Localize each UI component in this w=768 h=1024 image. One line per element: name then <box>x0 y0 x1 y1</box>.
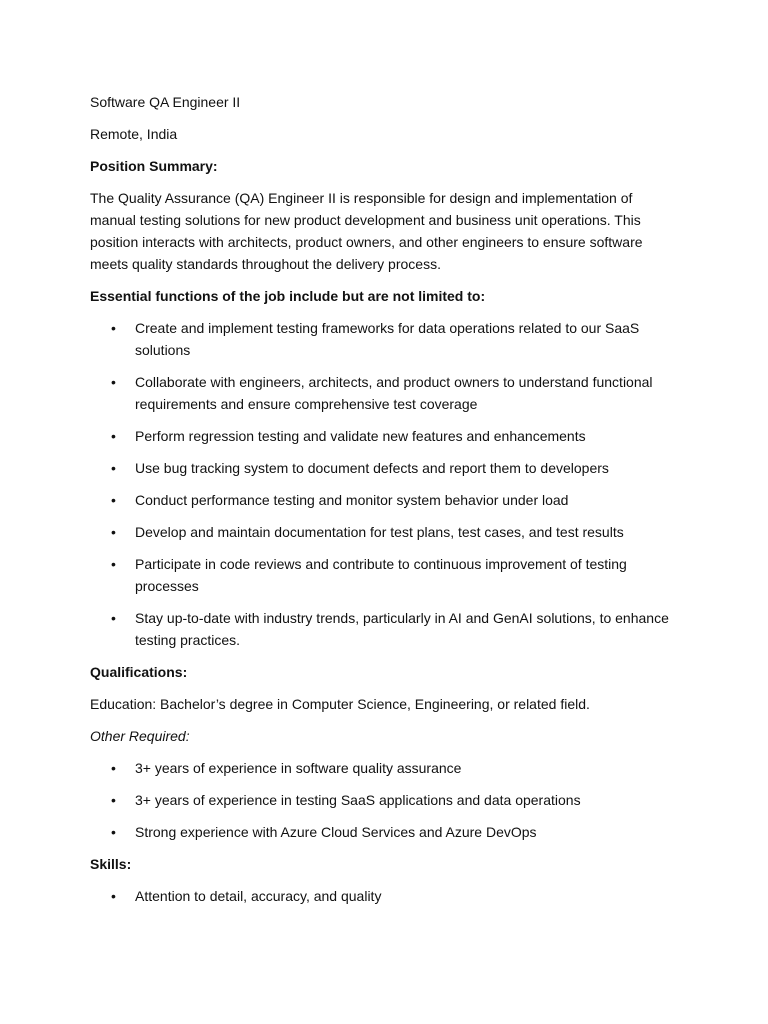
bullet-icon: • <box>111 610 116 626</box>
bullet-icon: • <box>111 428 116 444</box>
job-title: Software QA Engineer II <box>90 94 241 110</box>
list-item-text: Create and implement testing frameworks for data operations related to our SaaS solutions <box>135 320 640 358</box>
position-summary-heading: Position Summary: <box>90 158 218 174</box>
list-item-text: Participate in code reviews and contribute to continuous improvement of testing processes <box>135 556 627 594</box>
list-item-text: Use bug tracking system to document defects and report them to developers <box>135 460 609 476</box>
bullet-icon: • <box>111 824 116 840</box>
essential-functions-list <box>90 317 680 651</box>
list-item <box>90 553 680 597</box>
list-item-text: Stay up-to-date with industry trends, particularly in AI and GenAI solutions, to enhance testing practices. <box>135 610 669 648</box>
bullet-icon: • <box>111 460 116 476</box>
bullet-icon: • <box>111 792 116 808</box>
list-item <box>90 757 680 779</box>
list-item <box>90 607 680 651</box>
list-item <box>90 425 680 447</box>
other-required-label: Other Required: <box>90 728 190 744</box>
list-item <box>90 489 680 511</box>
job-location: Remote, India <box>90 126 178 142</box>
list-item <box>90 821 680 843</box>
list-item <box>90 371 680 415</box>
list-item-text: Attention to detail, accuracy, and quality <box>135 888 382 904</box>
bullet-icon: • <box>111 492 116 508</box>
bullet-icon: • <box>111 524 116 540</box>
list-item-text: Collaborate with engineers, architects, and product owners to understand functional requirements and ensure comprehensive test coverage <box>135 374 653 412</box>
bullet-icon: • <box>111 374 116 390</box>
qualifications-heading: Qualifications: <box>90 664 188 680</box>
bullet-icon: • <box>111 320 116 336</box>
position-summary-text: The Quality Assurance (QA) Engineer II is responsible for design and implementation of manual testing solutions for new product development and business unit operations. This position interacts with architects, product owners, and other engineers to ensure software meets quality standards throughout the delivery process. <box>90 190 643 272</box>
list-item-text: Strong experience with Azure Cloud Services and Azure DevOps <box>135 824 537 840</box>
education-text: Education: Bachelor’s degree in Computer Science, Engineering, or related field. <box>90 696 590 712</box>
list-item <box>90 789 680 811</box>
list-item <box>90 521 680 543</box>
document-page <box>90 91 680 917</box>
list-item <box>90 457 680 479</box>
bullet-icon: • <box>111 556 116 572</box>
bullet-icon: • <box>111 888 116 904</box>
list-item-text: 3+ years of experience in testing SaaS applications and data operations <box>135 792 581 808</box>
list-item-text: 3+ years of experience in software quality assurance <box>135 760 462 776</box>
other-required-list <box>90 757 680 843</box>
list-item-text: Perform regression testing and validate new features and enhancements <box>135 428 586 444</box>
skills-list <box>90 885 680 907</box>
skills-heading: Skills: <box>90 856 132 872</box>
list-item <box>90 317 680 361</box>
list-item-text: Develop and maintain documentation for test plans, test cases, and test results <box>135 524 624 540</box>
list-item <box>90 885 680 907</box>
essential-functions-heading: Essential functions of the job include but are not limited to: <box>90 288 486 304</box>
bullet-icon: • <box>111 760 116 776</box>
list-item-text: Conduct performance testing and monitor system behavior under load <box>135 492 569 508</box>
